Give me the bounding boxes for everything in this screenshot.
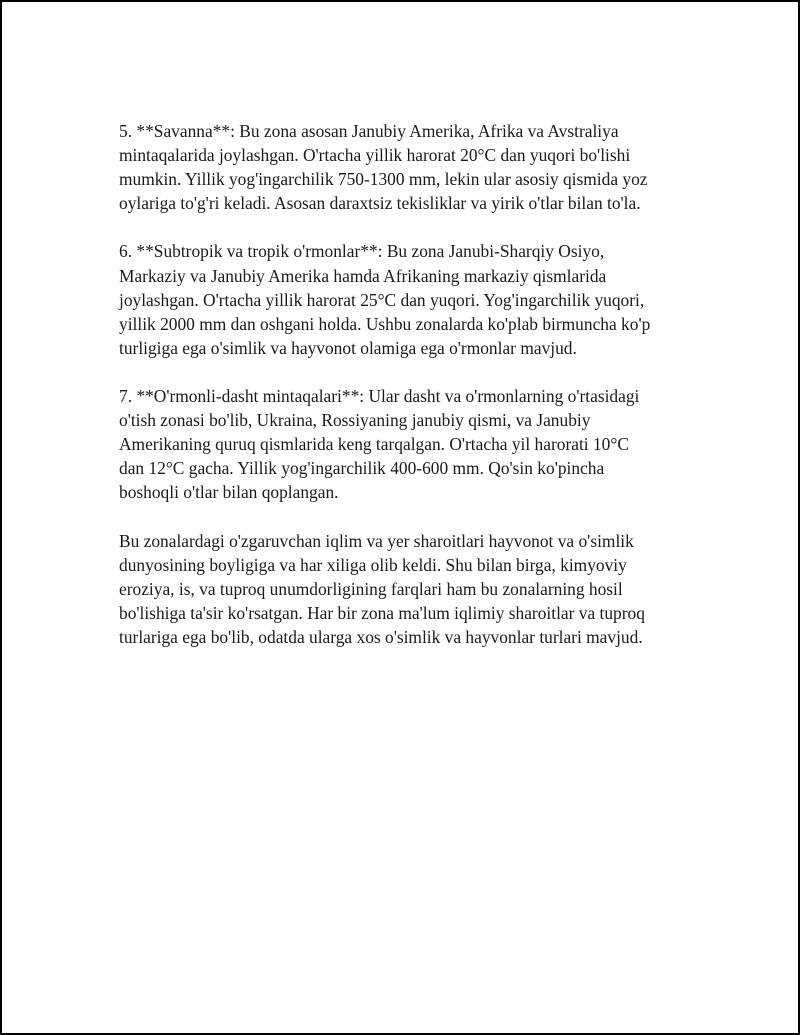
- paragraph-savanna: 5. **Savanna**: Bu zona asosan Janubiy Amerika, Afrika va Avstraliya mintaqalarida joylashgan. O'rtacha yillik harorat 20°C dan yuqori bo'lishi mumkin. Yillik yog'ingarchilik 750-1300 mm, lekin ular asosiy qismida yoz oylariga to'g'ri keladi. Asosan daraxtsiz tekisliklar va yirik o'tlar bilan to'la.: [119, 121, 648, 214]
- paragraph-tropical-forests: 6. **Subtropik va tropik o'rmonlar**: Bu zona Janubi-Sharqiy Osiyo, Markaziy va Janubiy Amerika hamda Afrikaning markaziy qismlarida joylashgan. O'rtacha yillik harorat 25°C dan yuqori. Yog'ingarchilik yuqori, yillik 2000 mm dan oshgani holda. Ushbu zonalarda ko'plab birmuncha ko'p turligiga ega o'simlik va hayvonot olamiga ega o'rmonlar mavjud.: [119, 241, 651, 358]
- document-body: [119, 119, 689, 673]
- paragraph-summary: Bu zonalardagi o'zgaruvchan iqlim va yer sharoitlari hayvonot va o'simlik dunyosining boyligiga va har xiliga olib keldi. Shu bilan birga, kimyoviy eroziya, is, va tuproq unumdorligining farqlari ham bu zonalarning hosil bo'lishiga ta'sir ko'rsatgan. Har bir zona ma'lum iqlimiy sharoitlar va tuproq turlariga ega bo'lib, odatda ularga xos o'simlik va hayvonlar turlari mavjud.: [119, 530, 645, 647]
- paragraph-forest-steppe: 7. **O'rmonli-dasht mintaqalari**: Ular dasht va o'rmonlarning o'rtasidagi o'tish zonasi bo'lib, Ukraina, Rossiyaning janubiy qismi, va Janubiy Amerikaning quruq qismlarida keng tarqalgan. O'rtacha yil harorati 10°C dan 12°C gacha. Yillik yog'ingarchilik 400-600 mm. Qo'sin ko'pincha boshoqli o'tlar bilan qoplangan.: [119, 386, 640, 503]
